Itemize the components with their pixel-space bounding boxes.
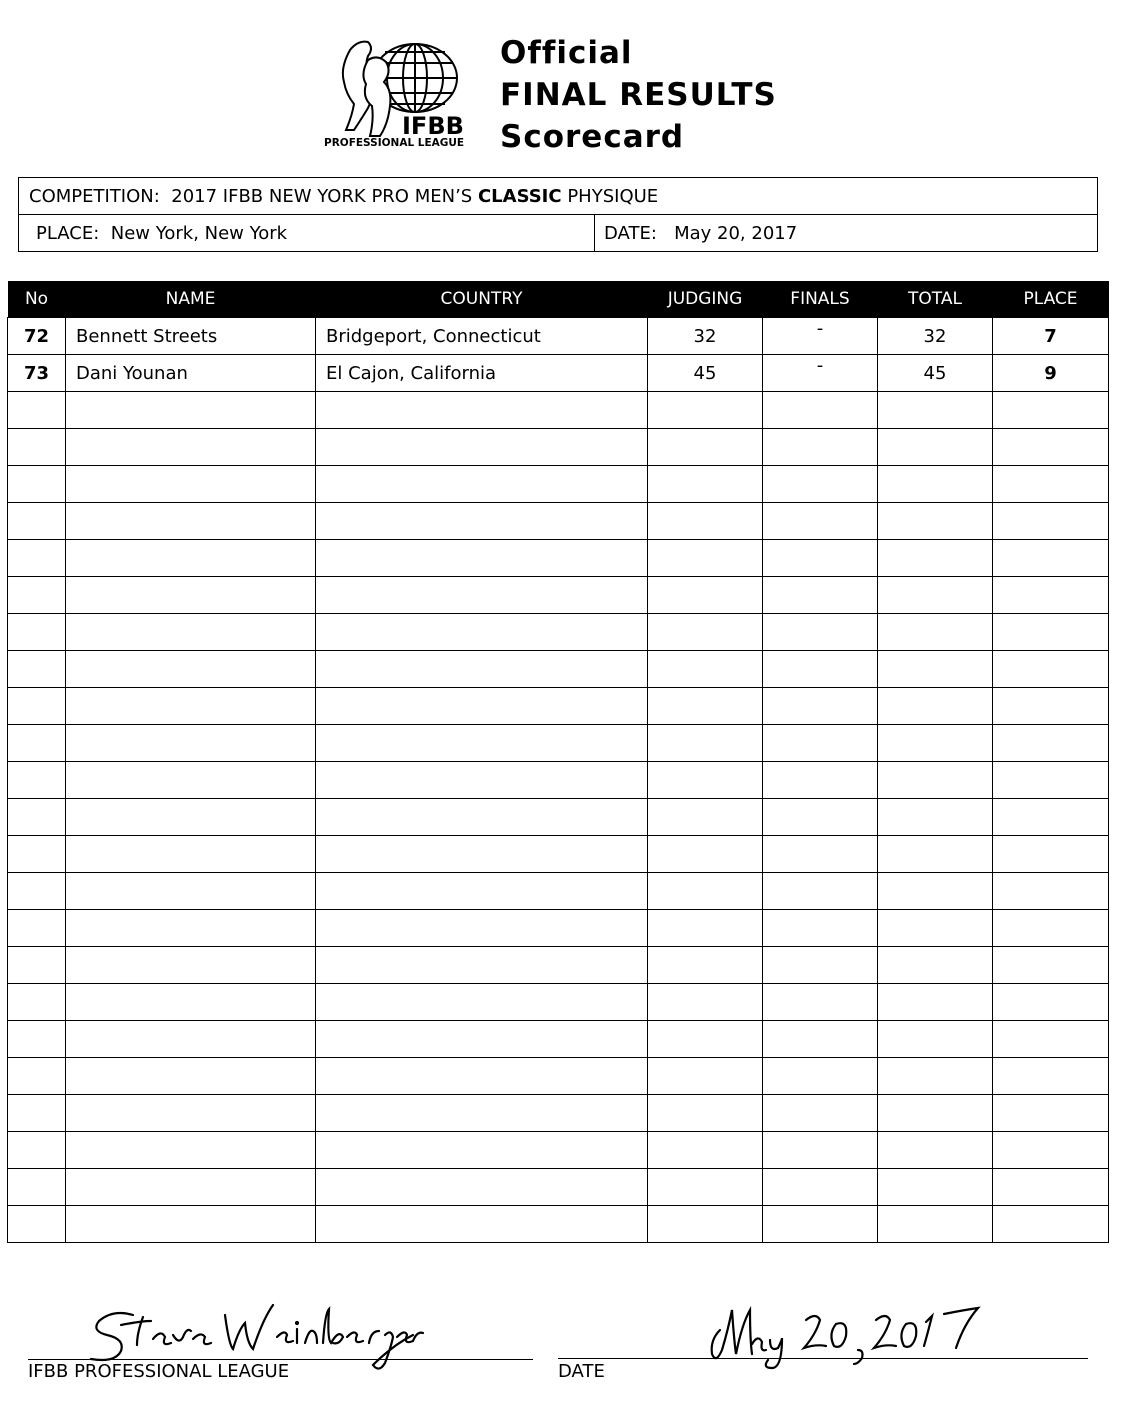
table-row	[8, 318, 1109, 355]
empty-cell	[763, 1132, 878, 1169]
competition-prefix: 2017 IFBB NEW YORK PRO MEN’S	[171, 186, 473, 207]
empty-cell	[66, 1169, 316, 1206]
cell-country: El Cajon, California	[316, 355, 648, 392]
empty-cell	[8, 762, 66, 799]
empty-cell	[763, 392, 878, 429]
empty-cell	[763, 910, 878, 947]
empty-cell	[993, 1206, 1109, 1243]
empty-cell	[763, 984, 878, 1021]
empty-cell	[8, 503, 66, 540]
right-signature-label: DATE	[558, 1361, 605, 1382]
empty-cell	[993, 540, 1109, 577]
empty-cell	[316, 947, 648, 984]
empty-cell	[878, 577, 993, 614]
empty-cell	[648, 947, 763, 984]
empty-cell	[66, 614, 316, 651]
empty-cell	[66, 1095, 316, 1132]
empty-cell	[316, 910, 648, 947]
empty-cell	[66, 873, 316, 910]
empty-cell	[648, 984, 763, 1021]
empty-cell	[878, 799, 993, 836]
empty-cell	[316, 614, 648, 651]
empty-table-row	[8, 688, 1109, 725]
empty-table-row	[8, 614, 1109, 651]
empty-cell	[993, 1021, 1109, 1058]
empty-table-row	[8, 910, 1109, 947]
empty-table-row	[8, 984, 1109, 1021]
empty-cell	[648, 1095, 763, 1132]
empty-cell	[763, 836, 878, 873]
empty-cell	[763, 688, 878, 725]
results-table	[7, 281, 1109, 1243]
empty-cell	[66, 651, 316, 688]
empty-cell	[66, 836, 316, 873]
empty-cell	[8, 1132, 66, 1169]
empty-table-row	[8, 1095, 1109, 1132]
competition-suffix: PHYSIQUE	[567, 186, 659, 207]
header-country: COUNTRY	[316, 281, 648, 318]
title-line-2: FINAL RESULTS	[500, 77, 777, 113]
empty-cell	[316, 577, 648, 614]
empty-cell	[993, 651, 1109, 688]
empty-cell	[316, 984, 648, 1021]
empty-cell	[8, 540, 66, 577]
empty-cell	[993, 688, 1109, 725]
empty-cell	[8, 429, 66, 466]
table-header-row	[8, 281, 1109, 318]
logo-ifbb-text: IFBB	[402, 112, 464, 140]
empty-cell	[648, 688, 763, 725]
empty-table-row	[8, 1058, 1109, 1095]
empty-cell	[648, 503, 763, 540]
empty-cell	[316, 725, 648, 762]
cell-no: 73	[8, 355, 66, 392]
empty-cell	[316, 836, 648, 873]
empty-cell	[878, 1132, 993, 1169]
empty-cell	[993, 910, 1109, 947]
empty-cell	[66, 466, 316, 503]
competition-line	[29, 178, 658, 214]
empty-cell	[763, 873, 878, 910]
empty-cell	[648, 873, 763, 910]
empty-cell	[878, 540, 993, 577]
empty-cell	[993, 725, 1109, 762]
empty-table-row	[8, 577, 1109, 614]
cell-name: Dani Younan	[66, 355, 316, 392]
empty-cell	[878, 762, 993, 799]
empty-cell	[878, 392, 993, 429]
date-value: May 20, 2017	[674, 223, 798, 244]
cell-place: 9	[993, 355, 1109, 392]
empty-cell	[66, 1021, 316, 1058]
cell-judging: 32	[648, 318, 763, 355]
empty-table-row	[8, 873, 1109, 910]
empty-cell	[993, 577, 1109, 614]
empty-table-row	[8, 1169, 1109, 1206]
empty-cell	[648, 651, 763, 688]
empty-cell	[878, 1058, 993, 1095]
title-line-1: Official	[500, 35, 633, 71]
empty-table-row	[8, 947, 1109, 984]
header-total: TOTAL	[878, 281, 993, 318]
empty-cell	[66, 762, 316, 799]
empty-table-row	[8, 466, 1109, 503]
empty-cell	[648, 1132, 763, 1169]
date-field	[604, 215, 797, 251]
empty-cell	[66, 540, 316, 577]
empty-cell	[316, 392, 648, 429]
empty-cell	[66, 577, 316, 614]
empty-cell	[763, 725, 878, 762]
empty-cell	[316, 1169, 648, 1206]
empty-cell	[316, 1132, 648, 1169]
date-label: DATE:	[604, 223, 657, 244]
empty-table-row	[8, 540, 1109, 577]
empty-table-row	[8, 725, 1109, 762]
empty-cell	[66, 392, 316, 429]
empty-cell	[8, 1095, 66, 1132]
empty-cell	[763, 577, 878, 614]
empty-cell	[763, 1021, 878, 1058]
empty-cell	[648, 799, 763, 836]
empty-cell	[993, 392, 1109, 429]
empty-cell	[66, 503, 316, 540]
empty-cell	[993, 1058, 1109, 1095]
empty-cell	[316, 1021, 648, 1058]
empty-table-row	[8, 836, 1109, 873]
empty-cell	[878, 614, 993, 651]
empty-cell	[66, 688, 316, 725]
empty-cell	[763, 1058, 878, 1095]
empty-cell	[316, 873, 648, 910]
header-name: NAME	[66, 281, 316, 318]
empty-cell	[878, 429, 993, 466]
table-row	[8, 355, 1109, 392]
empty-cell	[878, 1095, 993, 1132]
empty-cell	[993, 762, 1109, 799]
empty-cell	[993, 836, 1109, 873]
empty-cell	[316, 429, 648, 466]
empty-cell	[878, 1206, 993, 1243]
empty-cell	[878, 466, 993, 503]
header-finals: FINALS	[763, 281, 878, 318]
empty-cell	[648, 540, 763, 577]
empty-cell	[8, 466, 66, 503]
place-date-row	[19, 215, 1097, 251]
empty-cell	[8, 725, 66, 762]
header-judging: JUDGING	[648, 281, 763, 318]
empty-cell	[993, 799, 1109, 836]
place-value: New York, New York	[110, 223, 288, 244]
place-field	[36, 215, 287, 251]
empty-cell	[993, 873, 1109, 910]
cell-total: 45	[878, 355, 993, 392]
empty-cell	[316, 688, 648, 725]
empty-cell	[8, 947, 66, 984]
competition-bold: CLASSIC	[477, 186, 562, 207]
empty-cell	[993, 947, 1109, 984]
empty-cell	[66, 1058, 316, 1095]
cell-total: 32	[878, 318, 993, 355]
empty-table-row	[8, 762, 1109, 799]
empty-cell	[316, 540, 648, 577]
empty-cell	[66, 725, 316, 762]
right-signature-line	[558, 1358, 1088, 1359]
header-no: No	[8, 281, 66, 318]
title-line-3: Scorecard	[500, 119, 685, 155]
empty-cell	[66, 1132, 316, 1169]
empty-table-row	[8, 1132, 1109, 1169]
cell-place: 7	[993, 318, 1109, 355]
cell-country: Bridgeport, Connecticut	[316, 318, 648, 355]
date-signature	[700, 1300, 990, 1380]
empty-cell	[648, 725, 763, 762]
empty-cell	[763, 947, 878, 984]
cell-no: 72	[8, 318, 66, 355]
empty-cell	[8, 614, 66, 651]
empty-cell	[648, 577, 763, 614]
empty-cell	[878, 503, 993, 540]
empty-cell	[316, 799, 648, 836]
empty-cell	[648, 1169, 763, 1206]
empty-cell	[993, 1132, 1109, 1169]
competition-row	[19, 178, 1097, 215]
empty-cell	[878, 910, 993, 947]
empty-cell	[993, 466, 1109, 503]
empty-cell	[316, 762, 648, 799]
cell-judging: 45	[648, 355, 763, 392]
empty-cell	[8, 688, 66, 725]
empty-cell	[648, 836, 763, 873]
empty-cell	[8, 651, 66, 688]
empty-cell	[316, 1058, 648, 1095]
empty-cell	[993, 503, 1109, 540]
empty-cell	[66, 799, 316, 836]
empty-cell	[878, 1169, 993, 1206]
empty-cell	[316, 466, 648, 503]
empty-cell	[878, 688, 993, 725]
header-place: PLACE	[993, 281, 1109, 318]
empty-cell	[316, 651, 648, 688]
empty-cell	[993, 1095, 1109, 1132]
finals-value: -	[816, 317, 824, 339]
empty-table-row	[8, 503, 1109, 540]
empty-cell	[66, 429, 316, 466]
empty-cell	[993, 984, 1109, 1021]
empty-cell	[763, 1169, 878, 1206]
empty-cell	[8, 392, 66, 429]
empty-cell	[763, 1095, 878, 1132]
empty-cell	[8, 984, 66, 1021]
empty-cell	[763, 799, 878, 836]
empty-cell	[648, 1021, 763, 1058]
empty-cell	[8, 577, 66, 614]
empty-cell	[763, 614, 878, 651]
empty-cell	[8, 799, 66, 836]
left-signature-label: IFBB PROFESSIONAL LEAGUE	[28, 1361, 290, 1382]
empty-cell	[993, 614, 1109, 651]
empty-cell	[763, 466, 878, 503]
ifbb-logo	[320, 30, 485, 150]
empty-cell	[763, 429, 878, 466]
empty-table-row	[8, 392, 1109, 429]
place-label: PLACE:	[36, 223, 100, 244]
empty-cell	[648, 614, 763, 651]
competition-label: COMPETITION:	[29, 186, 160, 207]
cell-finals	[763, 355, 878, 392]
empty-cell	[8, 836, 66, 873]
empty-cell	[878, 725, 993, 762]
empty-cell	[316, 1206, 648, 1243]
empty-cell	[648, 1206, 763, 1243]
empty-cell	[878, 947, 993, 984]
empty-cell	[878, 1021, 993, 1058]
logo-subtext: PROFESSIONAL LEAGUE	[324, 137, 465, 149]
empty-table-row	[8, 651, 1109, 688]
empty-cell	[316, 503, 648, 540]
empty-cell	[648, 1058, 763, 1095]
empty-cell	[993, 429, 1109, 466]
info-divider	[594, 215, 595, 251]
empty-cell	[648, 762, 763, 799]
results-body	[8, 318, 1109, 1243]
empty-cell	[8, 1169, 66, 1206]
empty-cell	[66, 910, 316, 947]
empty-cell	[878, 873, 993, 910]
empty-cell	[763, 503, 878, 540]
competition-info-box	[18, 177, 1098, 252]
empty-cell	[763, 1206, 878, 1243]
empty-table-row	[8, 1206, 1109, 1243]
empty-cell	[8, 910, 66, 947]
empty-cell	[648, 392, 763, 429]
left-signature-line	[28, 1359, 533, 1360]
empty-table-row	[8, 799, 1109, 836]
empty-table-row	[8, 1021, 1109, 1058]
finals-value: -	[816, 354, 824, 376]
empty-cell	[878, 651, 993, 688]
empty-cell	[763, 762, 878, 799]
empty-cell	[648, 910, 763, 947]
empty-cell	[993, 1169, 1109, 1206]
cell-name: Bennett Streets	[66, 318, 316, 355]
document-header	[320, 30, 800, 155]
empty-cell	[8, 873, 66, 910]
empty-cell	[8, 1206, 66, 1243]
empty-cell	[648, 466, 763, 503]
empty-cell	[66, 984, 316, 1021]
empty-cell	[878, 984, 993, 1021]
empty-table-row	[8, 429, 1109, 466]
empty-cell	[66, 947, 316, 984]
cell-finals	[763, 318, 878, 355]
empty-cell	[8, 1058, 66, 1095]
empty-cell	[878, 836, 993, 873]
empty-cell	[66, 1206, 316, 1243]
document-title	[500, 32, 777, 158]
empty-cell	[316, 1095, 648, 1132]
empty-cell	[8, 1021, 66, 1058]
empty-cell	[763, 540, 878, 577]
empty-cell	[648, 429, 763, 466]
empty-cell	[763, 651, 878, 688]
